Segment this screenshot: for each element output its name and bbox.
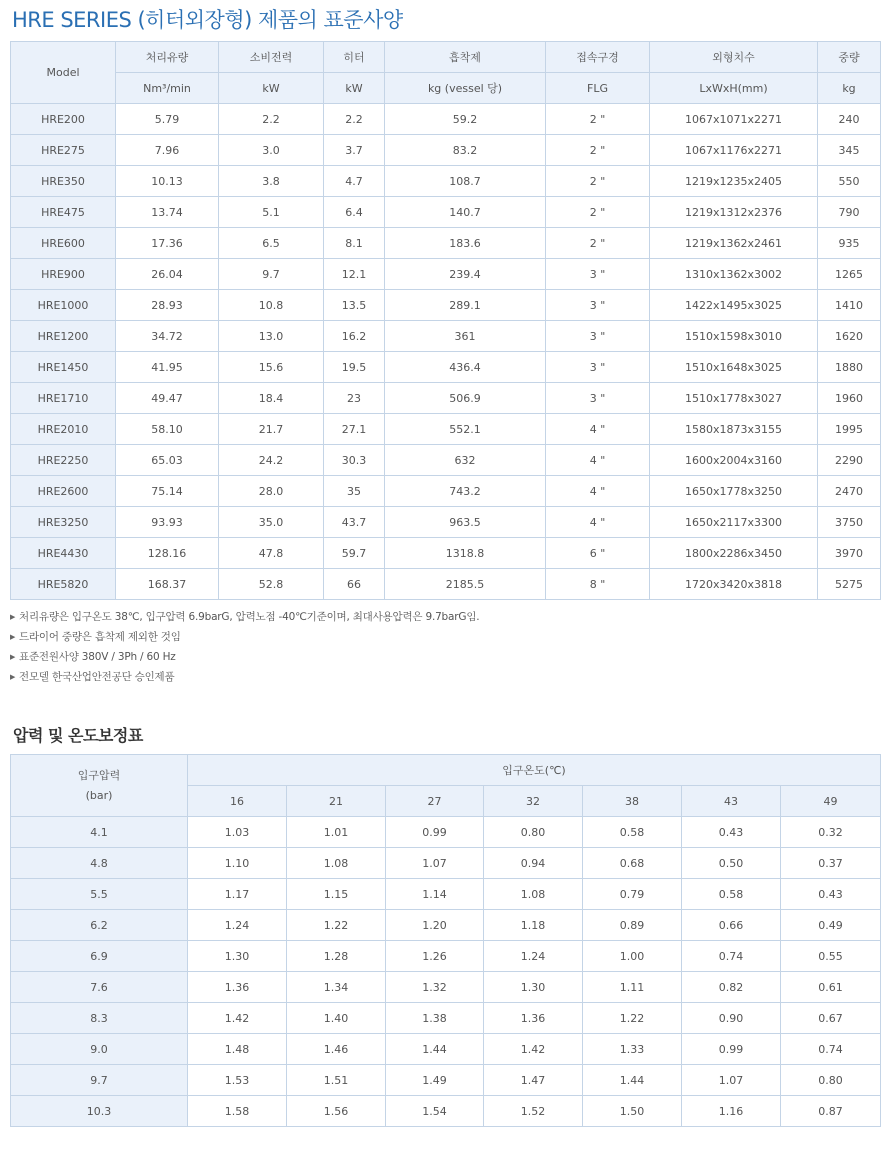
factor-cell: 0.43 — [682, 817, 781, 848]
spec-cell: 963.5 — [385, 507, 546, 538]
model-cell: HRE275 — [11, 135, 116, 166]
spec-cell: 2 " — [546, 104, 650, 135]
spec-cell: 12.1 — [324, 259, 385, 290]
spec-header-row — [11, 42, 881, 73]
spec-cell: 1067x1071x2271 — [650, 104, 818, 135]
model-cell: HRE1450 — [11, 352, 116, 383]
temperature-header: 49 — [781, 786, 881, 817]
correction-header-row — [11, 755, 881, 786]
spec-cell: 4 " — [546, 414, 650, 445]
spec-cell: 1600x2004x3160 — [650, 445, 818, 476]
unit-power: kW — [219, 73, 324, 104]
table-row — [11, 569, 881, 600]
spec-cell: 239.4 — [385, 259, 546, 290]
factor-cell: 0.74 — [682, 941, 781, 972]
spec-cell: 7.96 — [116, 135, 219, 166]
spec-cell: 47.8 — [219, 538, 324, 569]
pressure-cell: 4.1 — [11, 817, 188, 848]
spec-cell: 2290 — [818, 445, 881, 476]
note-text: 표준전원사양 380V / 3Ph / 60 Hz — [19, 651, 176, 663]
inlet-pressure-unit: (bar) — [85, 788, 113, 802]
spec-cell: 34.72 — [116, 321, 219, 352]
factor-cell: 1.17 — [188, 879, 287, 910]
spec-cell: 183.6 — [385, 228, 546, 259]
factor-cell: 1.22 — [287, 910, 386, 941]
model-cell: HRE1000 — [11, 290, 116, 321]
factor-cell: 1.46 — [287, 1034, 386, 1065]
table-row — [11, 135, 881, 166]
spec-cell: 75.14 — [116, 476, 219, 507]
table-row — [11, 259, 881, 290]
spec-cell: 27.1 — [324, 414, 385, 445]
pressure-cell: 10.3 — [11, 1096, 188, 1127]
note-text: 드라이어 중량은 흡착제 제외한 것임 — [19, 631, 181, 643]
spec-cell: 3 " — [546, 321, 650, 352]
correction-table — [10, 754, 881, 1127]
model-cell: HRE475 — [11, 197, 116, 228]
factor-cell: 0.99 — [682, 1034, 781, 1065]
triangle-bullet-icon: ▶ — [10, 673, 16, 681]
pressure-cell: 8.3 — [11, 1003, 188, 1034]
unit-dimensions: LxWxH(mm) — [650, 73, 818, 104]
factor-cell: 1.26 — [386, 941, 484, 972]
inlet-pressure-label: 입구압력 — [77, 768, 121, 782]
table-row — [11, 228, 881, 259]
factor-cell: 0.80 — [484, 817, 583, 848]
table-row — [11, 1096, 881, 1127]
table-row — [11, 445, 881, 476]
model-cell: HRE2250 — [11, 445, 116, 476]
spec-cell: 1410 — [818, 290, 881, 321]
model-cell: HRE1200 — [11, 321, 116, 352]
factor-cell: 1.10 — [188, 848, 287, 879]
spec-cell: 13.5 — [324, 290, 385, 321]
factor-cell: 1.38 — [386, 1003, 484, 1034]
factor-cell: 1.56 — [287, 1096, 386, 1127]
spec-cell: 93.93 — [116, 507, 219, 538]
factor-cell: 1.16 — [682, 1096, 781, 1127]
spec-cell: 1800x2286x3450 — [650, 538, 818, 569]
col-header-weight: 중량 — [818, 42, 881, 73]
pressure-cell: 9.0 — [11, 1034, 188, 1065]
model-cell: HRE200 — [11, 104, 116, 135]
spec-cell: 83.2 — [385, 135, 546, 166]
spec-cell: 168.37 — [116, 569, 219, 600]
spec-cell: 23 — [324, 383, 385, 414]
table-row — [11, 352, 881, 383]
factor-cell: 1.30 — [484, 972, 583, 1003]
spec-cell: 3 " — [546, 352, 650, 383]
spec-cell: 6.4 — [324, 197, 385, 228]
spec-cell: 3970 — [818, 538, 881, 569]
table-row — [11, 507, 881, 538]
spec-cell: 21.7 — [219, 414, 324, 445]
spec-cell: 52.8 — [219, 569, 324, 600]
temperature-header: 38 — [583, 786, 682, 817]
factor-cell: 0.61 — [781, 972, 881, 1003]
table-row — [11, 972, 881, 1003]
spec-cell: 10.8 — [219, 290, 324, 321]
spec-cell: 2.2 — [324, 104, 385, 135]
table-row — [11, 166, 881, 197]
spec-cell: 3.7 — [324, 135, 385, 166]
spec-cell: 3 " — [546, 290, 650, 321]
spec-cell: 552.1 — [385, 414, 546, 445]
col-header-power: 소비전력 — [219, 42, 324, 73]
col-header-heater: 히터 — [324, 42, 385, 73]
factor-cell: 0.43 — [781, 879, 881, 910]
spec-cell: 1422x1495x3025 — [650, 290, 818, 321]
factor-cell: 1.22 — [583, 1003, 682, 1034]
triangle-bullet-icon: ▶ — [10, 653, 16, 661]
note-item — [10, 608, 479, 628]
spec-cell: 1995 — [818, 414, 881, 445]
spec-cell: 41.95 — [116, 352, 219, 383]
factor-cell: 1.44 — [583, 1065, 682, 1096]
spec-cell: 4 " — [546, 507, 650, 538]
spec-cell: 9.7 — [219, 259, 324, 290]
spec-cell: 790 — [818, 197, 881, 228]
factor-cell: 1.20 — [386, 910, 484, 941]
temperature-header: 16 — [188, 786, 287, 817]
spec-cell: 4.7 — [324, 166, 385, 197]
col-header-dimensions: 외형치수 — [650, 42, 818, 73]
factor-cell: 1.44 — [386, 1034, 484, 1065]
factor-cell: 1.54 — [386, 1096, 484, 1127]
factor-cell: 1.18 — [484, 910, 583, 941]
col-header-model: Model — [11, 42, 116, 104]
spec-cell: 8 " — [546, 569, 650, 600]
factor-cell: 0.32 — [781, 817, 881, 848]
spec-cell: 8.1 — [324, 228, 385, 259]
factor-cell: 1.24 — [484, 941, 583, 972]
spec-cell: 30.3 — [324, 445, 385, 476]
spec-cell: 19.5 — [324, 352, 385, 383]
factor-cell: 1.50 — [583, 1096, 682, 1127]
spec-cell: 35 — [324, 476, 385, 507]
factor-cell: 1.40 — [287, 1003, 386, 1034]
factor-cell: 1.03 — [188, 817, 287, 848]
spec-cell: 1510x1778x3027 — [650, 383, 818, 414]
factor-cell: 0.68 — [583, 848, 682, 879]
unit-adsorbent: kg (vessel 당) — [385, 73, 546, 104]
pressure-cell: 5.5 — [11, 879, 188, 910]
table-row — [11, 1065, 881, 1096]
spec-title: HRE SERIES (히터외장형) 제품의 표준사양 — [12, 8, 403, 32]
spec-cell: 1960 — [818, 383, 881, 414]
model-cell: HRE2600 — [11, 476, 116, 507]
table-row — [11, 104, 881, 135]
factor-cell: 0.80 — [781, 1065, 881, 1096]
factor-cell: 1.14 — [386, 879, 484, 910]
table-row — [11, 476, 881, 507]
col-header-inlet-pressure — [11, 755, 188, 817]
table-row — [11, 197, 881, 228]
spec-cell: 1510x1598x3010 — [650, 321, 818, 352]
factor-cell: 0.90 — [682, 1003, 781, 1034]
spec-cell: 13.0 — [219, 321, 324, 352]
factor-cell: 0.99 — [386, 817, 484, 848]
note-item — [10, 668, 479, 688]
spec-cell: 24.2 — [219, 445, 324, 476]
spec-cell: 35.0 — [219, 507, 324, 538]
spec-notes — [10, 608, 479, 688]
factor-cell: 1.58 — [188, 1096, 287, 1127]
note-item — [10, 648, 479, 668]
spec-cell: 2.2 — [219, 104, 324, 135]
table-row — [11, 414, 881, 445]
spec-cell: 13.74 — [116, 197, 219, 228]
spec-cell: 550 — [818, 166, 881, 197]
temperature-header: 27 — [386, 786, 484, 817]
factor-cell: 1.08 — [287, 848, 386, 879]
spec-cell: 1880 — [818, 352, 881, 383]
factor-cell: 0.49 — [781, 910, 881, 941]
table-row — [11, 941, 881, 972]
spec-cell: 3750 — [818, 507, 881, 538]
model-cell: HRE2010 — [11, 414, 116, 445]
model-cell: HRE1710 — [11, 383, 116, 414]
factor-cell: 1.36 — [188, 972, 287, 1003]
model-cell: HRE3250 — [11, 507, 116, 538]
factor-cell: 1.28 — [287, 941, 386, 972]
spec-cell: 1620 — [818, 321, 881, 352]
spec-cell: 632 — [385, 445, 546, 476]
pressure-cell: 6.2 — [11, 910, 188, 941]
spec-cell: 6 " — [546, 538, 650, 569]
factor-cell: 1.42 — [188, 1003, 287, 1034]
factor-cell: 1.32 — [386, 972, 484, 1003]
unit-flow: Nm³/min — [116, 73, 219, 104]
triangle-bullet-icon: ▶ — [10, 633, 16, 641]
factor-cell: 1.53 — [188, 1065, 287, 1096]
spec-cell: 58.10 — [116, 414, 219, 445]
spec-cell: 43.7 — [324, 507, 385, 538]
factor-cell: 1.52 — [484, 1096, 583, 1127]
spec-cell: 65.03 — [116, 445, 219, 476]
table-row — [11, 879, 881, 910]
spec-cell: 240 — [818, 104, 881, 135]
factor-cell: 0.74 — [781, 1034, 881, 1065]
table-row — [11, 290, 881, 321]
factor-cell: 0.87 — [781, 1096, 881, 1127]
factor-cell: 0.66 — [682, 910, 781, 941]
table-row — [11, 538, 881, 569]
unit-connection: FLG — [546, 73, 650, 104]
unit-heater: kW — [324, 73, 385, 104]
factor-cell: 1.47 — [484, 1065, 583, 1096]
note-text: 처리유량은 입구온도 38℃, 입구압력 6.9barG, 압력노점 -40℃기준이며, 최대사용압력은 9.7barG임. — [19, 611, 480, 623]
spec-cell: 2 " — [546, 166, 650, 197]
spec-cell: 18.4 — [219, 383, 324, 414]
spec-cell: 1650x1778x3250 — [650, 476, 818, 507]
spec-cell: 1650x2117x3300 — [650, 507, 818, 538]
temperature-header: 32 — [484, 786, 583, 817]
model-cell: HRE600 — [11, 228, 116, 259]
note-item — [10, 628, 479, 648]
pressure-cell: 4.8 — [11, 848, 188, 879]
spec-cell: 140.7 — [385, 197, 546, 228]
unit-weight: kg — [818, 73, 881, 104]
factor-cell: 1.01 — [287, 817, 386, 848]
spec-cell: 3 " — [546, 383, 650, 414]
table-row — [11, 383, 881, 414]
spec-cell: 26.04 — [116, 259, 219, 290]
pressure-cell: 6.9 — [11, 941, 188, 972]
table-row — [11, 1034, 881, 1065]
spec-cell: 28.93 — [116, 290, 219, 321]
factor-cell: 1.00 — [583, 941, 682, 972]
spec-cell: 5.79 — [116, 104, 219, 135]
spec-cell: 66 — [324, 569, 385, 600]
spec-cell: 3.8 — [219, 166, 324, 197]
col-header-inlet-temperature: 입구온도(℃) — [188, 755, 881, 786]
spec-cell: 2185.5 — [385, 569, 546, 600]
col-header-connection: 접속구경 — [546, 42, 650, 73]
spec-cell: 1265 — [818, 259, 881, 290]
factor-cell: 0.50 — [682, 848, 781, 879]
spec-table — [10, 41, 881, 600]
spec-cell: 743.2 — [385, 476, 546, 507]
model-cell: HRE350 — [11, 166, 116, 197]
spec-cell: 1510x1648x3025 — [650, 352, 818, 383]
temperature-header: 21 — [287, 786, 386, 817]
spec-cell: 49.47 — [116, 383, 219, 414]
spec-cell: 28.0 — [219, 476, 324, 507]
spec-cell: 2 " — [546, 197, 650, 228]
spec-cell: 2 " — [546, 135, 650, 166]
factor-cell: 1.11 — [583, 972, 682, 1003]
spec-cell: 289.1 — [385, 290, 546, 321]
spec-cell: 1067x1176x2271 — [650, 135, 818, 166]
spec-cell: 59.2 — [385, 104, 546, 135]
factor-cell: 0.58 — [583, 817, 682, 848]
spec-cell: 128.16 — [116, 538, 219, 569]
factor-cell: 1.07 — [386, 848, 484, 879]
table-row — [11, 817, 881, 848]
factor-cell: 1.49 — [386, 1065, 484, 1096]
spec-cell: 2470 — [818, 476, 881, 507]
spec-cell: 16.2 — [324, 321, 385, 352]
factor-cell: 0.58 — [682, 879, 781, 910]
factor-cell: 1.34 — [287, 972, 386, 1003]
spec-cell: 1310x1362x3002 — [650, 259, 818, 290]
spec-cell: 1720x3420x3818 — [650, 569, 818, 600]
col-header-flow: 처리유량 — [116, 42, 219, 73]
spec-cell: 1580x1873x3155 — [650, 414, 818, 445]
spec-cell: 4 " — [546, 476, 650, 507]
factor-cell: 0.37 — [781, 848, 881, 879]
spec-cell: 5.1 — [219, 197, 324, 228]
spec-unit-row — [11, 73, 881, 104]
spec-cell: 935 — [818, 228, 881, 259]
model-cell: HRE4430 — [11, 538, 116, 569]
spec-cell: 2 " — [546, 228, 650, 259]
spec-cell: 361 — [385, 321, 546, 352]
factor-cell: 1.07 — [682, 1065, 781, 1096]
spec-cell: 4 " — [546, 445, 650, 476]
temperature-header: 43 — [682, 786, 781, 817]
factor-cell: 1.24 — [188, 910, 287, 941]
spec-cell: 6.5 — [219, 228, 324, 259]
factor-cell: 1.33 — [583, 1034, 682, 1065]
spec-cell: 15.6 — [219, 352, 324, 383]
model-cell: HRE5820 — [11, 569, 116, 600]
spec-cell: 1219x1312x2376 — [650, 197, 818, 228]
note-text: 전모델 한국산업안전공단 승인제품 — [19, 671, 175, 683]
factor-cell: 0.79 — [583, 879, 682, 910]
triangle-bullet-icon: ▶ — [10, 613, 16, 621]
table-row — [11, 321, 881, 352]
correction-title: 압력 및 온도보정표 — [13, 726, 143, 745]
col-header-adsorbent: 흡착제 — [385, 42, 546, 73]
spec-cell: 436.4 — [385, 352, 546, 383]
factor-cell: 1.08 — [484, 879, 583, 910]
pressure-cell: 9.7 — [11, 1065, 188, 1096]
factor-cell: 1.51 — [287, 1065, 386, 1096]
factor-cell: 1.42 — [484, 1034, 583, 1065]
spec-cell: 17.36 — [116, 228, 219, 259]
spec-cell: 1318.8 — [385, 538, 546, 569]
factor-cell: 1.15 — [287, 879, 386, 910]
spec-cell: 5275 — [818, 569, 881, 600]
table-row — [11, 848, 881, 879]
spec-cell: 345 — [818, 135, 881, 166]
factor-cell: 1.48 — [188, 1034, 287, 1065]
table-row — [11, 910, 881, 941]
factor-cell: 1.36 — [484, 1003, 583, 1034]
spec-cell: 1219x1235x2405 — [650, 166, 818, 197]
spec-cell: 59.7 — [324, 538, 385, 569]
spec-cell: 506.9 — [385, 383, 546, 414]
factor-cell: 0.67 — [781, 1003, 881, 1034]
spec-cell: 10.13 — [116, 166, 219, 197]
table-row — [11, 1003, 881, 1034]
pressure-cell: 7.6 — [11, 972, 188, 1003]
factor-cell: 0.55 — [781, 941, 881, 972]
spec-cell: 3 " — [546, 259, 650, 290]
factor-cell: 0.89 — [583, 910, 682, 941]
model-cell: HRE900 — [11, 259, 116, 290]
factor-cell: 0.82 — [682, 972, 781, 1003]
factor-cell: 0.94 — [484, 848, 583, 879]
factor-cell: 1.30 — [188, 941, 287, 972]
spec-cell: 1219x1362x2461 — [650, 228, 818, 259]
spec-cell: 3.0 — [219, 135, 324, 166]
spec-cell: 108.7 — [385, 166, 546, 197]
